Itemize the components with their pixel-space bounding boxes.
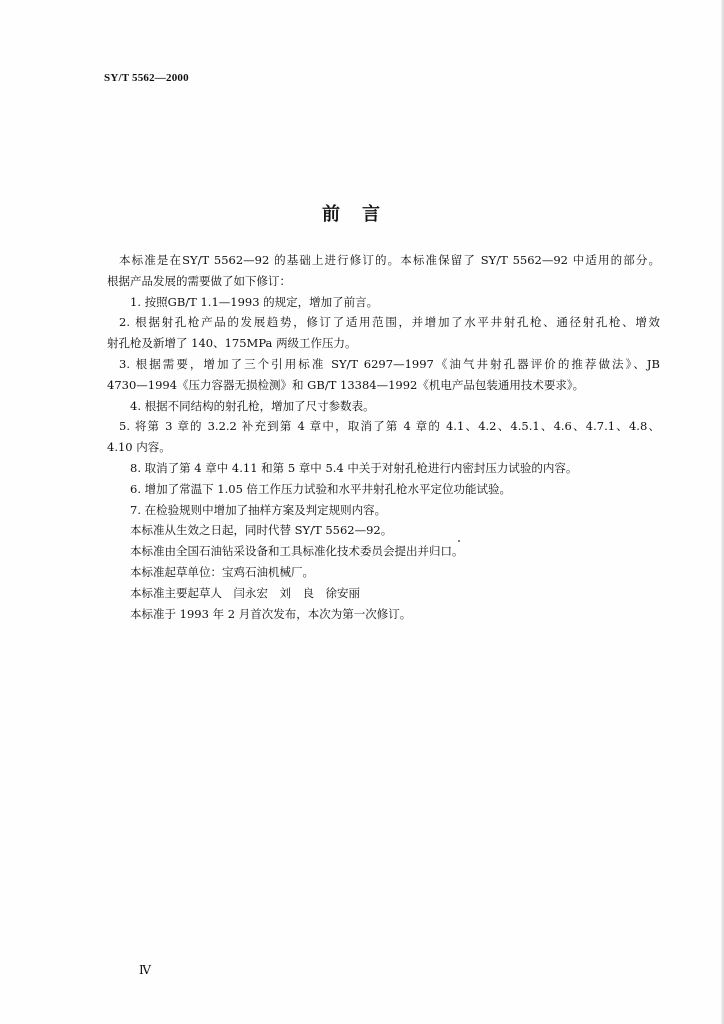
page-title: 前言 xyxy=(322,204,402,225)
paragraph-drafters xyxy=(107,583,660,604)
drafters-label: 本标准主要起草人 xyxy=(130,585,222,600)
paragraph-item-8: 8. 取消了第 4 章中 4.11 和第 5 章中 5.4 中关于对射孔枪进行内密封压力试验的内容。 xyxy=(130,460,578,475)
text-line: 根据产品发展的需要做了如下修订： xyxy=(107,273,291,288)
paragraph-drafting-unit: 本标准起草单位：宝鸡石油机械厂。 xyxy=(130,564,314,579)
paragraph-item-6: 6. 增加了常温下 1.05 倍工作压力试验和水平井射孔枪水平定位功能试验。 xyxy=(130,481,512,496)
paragraph-item-5 xyxy=(107,416,660,458)
document-code: SY/T 5562—2000 xyxy=(104,72,189,84)
text-line: 4.10 内容。 xyxy=(107,440,171,455)
paragraph-proposer: 本标准由全国石油钻采设备和工具标准化技术委员会提出并归口。 xyxy=(130,544,464,559)
text-line: 4730—1994《压力容器无损检测》和 GB/T 13384—1992《机电产品包装通用技术要求》。 xyxy=(107,377,585,392)
paragraph-intro xyxy=(107,250,660,292)
paragraph-history: 本标准于 1993 年 2 月首次发布，本次为第一次修订。 xyxy=(130,606,412,621)
drafters-names: 闫永宏 刘 良 徐安丽 xyxy=(233,585,360,600)
text-line: 射孔枪及新增了 140、175MPa 两级工作压力。 xyxy=(107,336,357,351)
paragraph-item-4: 4. 根据不同结构的射孔枪，增加了尺寸参数表。 xyxy=(130,398,375,413)
foreword-body xyxy=(107,250,660,624)
text-line: 5. 将第 3 章的 3.2.2 补充到第 4 章中，取消了第 4 章的 4.1、4.2、4.5.1、4.6、4.7.1、4.8、 xyxy=(119,419,660,434)
scan-speck xyxy=(458,540,460,542)
text-line: 3. 根据需要，增加了三个引用标准 SY/T 6297—1997《油气井射孔器评价的推荐做法》、JB xyxy=(119,356,660,371)
paragraph-item-1: 1. 按照GB/T 1.1—1993 的规定，增加了前言。 xyxy=(130,294,379,309)
paragraph-item-2 xyxy=(107,312,660,354)
page-number: Ⅳ xyxy=(139,963,151,977)
paragraph-item-3 xyxy=(107,354,660,396)
paragraph-item-7: 7. 在检验规则中增加了抽样方案及判定规则内容。 xyxy=(130,502,387,517)
text-line: 2. 根据射孔枪产品的发展趋势，修订了适用范围，并增加了水平井射孔枪、通径射孔枪、增效 xyxy=(119,315,660,330)
paragraph-effective: 本标准从生效之日起，同时代替 SY/T 5562—92。 xyxy=(130,523,393,538)
text-line: 本标准是在SY/T 5562—92 的基础上进行修订的。本标准保留了 SY/T 5562—92 中适用的部分。 xyxy=(119,253,660,267)
